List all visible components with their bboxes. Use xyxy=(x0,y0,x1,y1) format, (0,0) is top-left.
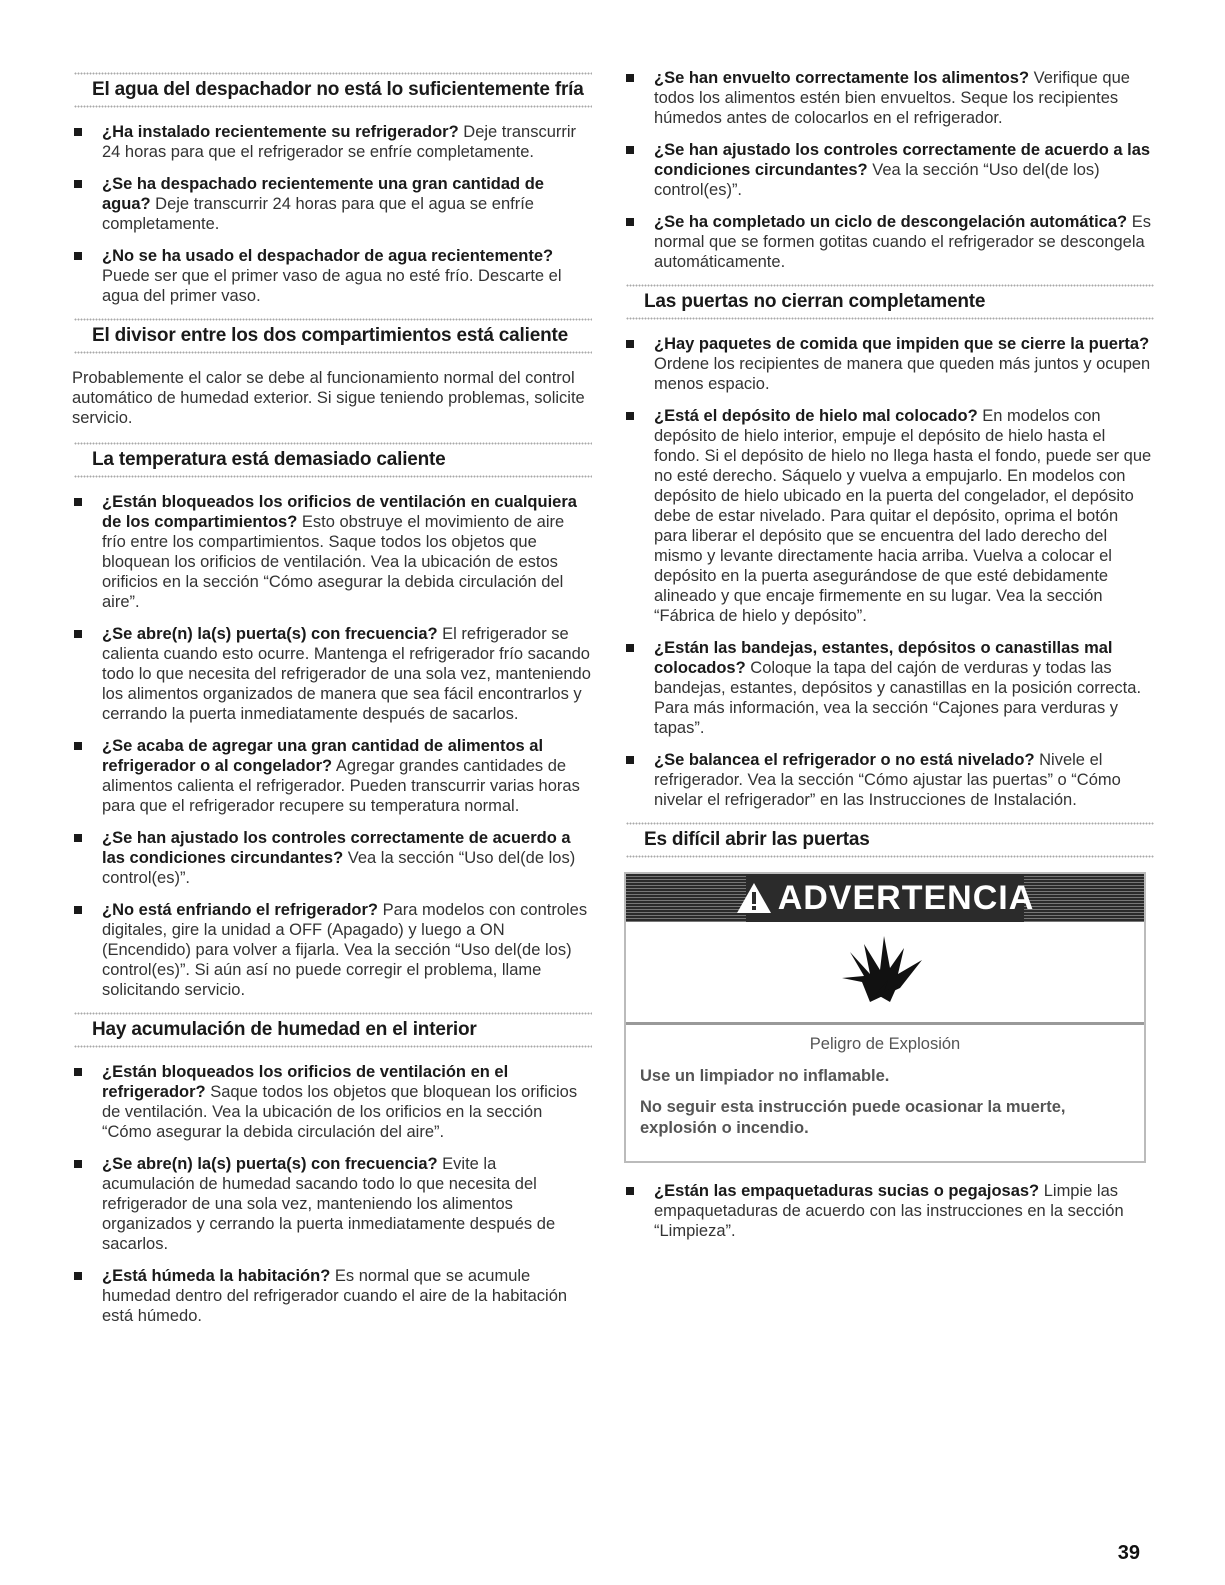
question: ¿Están bloqueados los orificios de ventilación en cualquiera de los compartimientos? xyxy=(102,493,577,531)
item-list xyxy=(72,492,592,1000)
divider xyxy=(74,318,592,321)
section-doors-hard-to-open xyxy=(624,822,1154,1241)
right-column xyxy=(624,68,1154,1253)
section-water-not-cold xyxy=(72,72,592,306)
banner-stripe xyxy=(626,874,746,922)
section-header xyxy=(72,72,592,108)
bullet-icon xyxy=(74,128,82,136)
question: ¿Se abre(n) la(s) puerta(s) con frecuencia? xyxy=(102,625,438,643)
question: ¿Se abre(n) la(s) puerta(s) con frecuencia? xyxy=(102,1155,438,1173)
section-divider-warm xyxy=(72,318,592,428)
bullet-icon xyxy=(74,906,82,914)
question: ¿Se ha despachado recientemente una gran cantidad de agua? xyxy=(102,175,544,213)
answer: Limpie las empaquetaduras de acuerdo con las instrucciones en la sección “Limpieza”. xyxy=(654,1182,1124,1240)
question: ¿Se han ajustado los controles correctamente de acuerdo a las condiciones circundantes? xyxy=(654,141,1151,179)
list-item xyxy=(624,334,1154,394)
section-title: Las puertas no cierran completamente xyxy=(644,291,986,312)
divider xyxy=(74,351,592,354)
warning-text xyxy=(626,1025,1144,1161)
item-list xyxy=(72,1062,592,1326)
answer: Vea la sección “Uso del(de los) control(es)”. xyxy=(102,849,576,887)
divider xyxy=(74,105,592,108)
list-item xyxy=(72,492,592,612)
answer: En modelos con depósito de hielo interior, empuje el depósito de hielo hasta el fondo. Si el depósito de hielo no llega hasta el fondo, puede ser que no esté derecho. Sáquelo y vuelva a empujarlo. En modelos con depósito de hielo ubicado en la puerta del congelador, el depósito debe de estar nivelado. Para quitar el depósito, oprima el botón para liberar el depósito que se encuentra del lado derecho del mismo y levante directamente hacia arriba. Vuelva a colocar el depósito en la puerta asegurándose de que esté debidamente alineado y que encaje firmemente en su lugar. Vea la sección “Fábrica de hielo y depósito”. xyxy=(654,407,1152,625)
answer: Vea la sección “Uso del(de los) control(es)”. xyxy=(654,161,1100,199)
question: ¿Están las bandejas, estantes, depósitos o canastillas mal colocados? xyxy=(654,639,1113,677)
list-item xyxy=(72,624,592,724)
section-title: Hay acumulación de humedad en el interior xyxy=(92,1019,477,1040)
item-list xyxy=(624,334,1154,810)
list-item xyxy=(72,1062,592,1142)
explosion-icon xyxy=(840,932,930,1012)
bullet-icon xyxy=(74,1160,82,1168)
answer: Agregar grandes cantidades de alimentos calienta el refrigerador. Pueden transcurrir varias horas para que el refrigerador recupere su temperatura normal. xyxy=(102,757,580,815)
answer: Evite la acumulación de humedad sacando todo lo que necesita del refrigerador de una sola vez, manteniendo los alimentos organizados y cerrando la puerta inmediatamente después de sacarlos. xyxy=(102,1155,556,1253)
answer: Coloque la tapa del cajón de verduras y todas las bandejas, estantes, depósitos y canastillas en la posición correcta. Para más información, vea la sección “Cajones para verduras y tapas”. xyxy=(654,659,1142,737)
bullet-icon xyxy=(74,1272,82,1280)
section-header xyxy=(624,284,1154,320)
divider xyxy=(74,442,592,445)
bullet-icon xyxy=(626,340,634,348)
bullet-icon xyxy=(626,1187,634,1195)
question: ¿Ha instalado recientemente su refrigerador? xyxy=(102,123,459,141)
list-item xyxy=(72,736,592,816)
answer: Ordene los recipientes de manera que queden más juntos y ocupen menos espacio. xyxy=(654,355,1151,393)
bullet-icon xyxy=(74,498,82,506)
question: ¿Se han envuelto correctamente los alimentos? xyxy=(654,69,1030,87)
warning-banner xyxy=(626,874,1144,922)
list-item xyxy=(624,750,1154,810)
bullet-icon xyxy=(626,146,634,154)
answer: Puede ser que el primer vaso de agua no esté frío. Descarte el agua del primer vaso. xyxy=(102,267,562,305)
paragraph: Probablemente el calor se debe al funcionamiento normal del control automático de humedad exterior. Si sigue teniendo problemas, solicite servicio. xyxy=(72,369,585,427)
section-temperature-warm xyxy=(72,442,592,1000)
bullet-icon xyxy=(626,218,634,226)
question: ¿Hay paquetes de comida que impiden que se cierre la puerta? xyxy=(654,335,1150,353)
bullet-icon xyxy=(74,742,82,750)
list-item xyxy=(72,1266,592,1326)
bullet-icon xyxy=(626,644,634,652)
bullet-icon xyxy=(74,1068,82,1076)
divider xyxy=(626,855,1154,858)
section-header xyxy=(624,822,1154,858)
answer: Nivele el refrigerador. Vea la sección “Cómo ajustar las puertas” o “Cómo nivelar el refrigerador” en las Instrucciones de Instalación. xyxy=(654,751,1121,809)
list-item xyxy=(72,174,592,234)
warning-consequence: No seguir esta instrucción puede ocasionar la muerte, explosión o incendio. xyxy=(640,1098,1066,1137)
divider xyxy=(626,317,1154,320)
section-header xyxy=(72,1012,592,1048)
list-item xyxy=(72,900,592,1000)
bullet-icon xyxy=(626,412,634,420)
bullet-icon xyxy=(626,756,634,764)
question: ¿Se han ajustado los controles correctamente de acuerdo a las condiciones circundantes? xyxy=(102,829,571,867)
section-title: La temperatura está demasiado caliente xyxy=(92,449,446,470)
warning-label xyxy=(736,879,1035,918)
section-header xyxy=(72,318,592,354)
bullet-icon xyxy=(74,180,82,188)
question: ¿No se ha usado el despachador de agua recientemente? xyxy=(102,247,554,265)
divider xyxy=(74,72,592,75)
list-item xyxy=(624,638,1154,738)
page-number: 39 xyxy=(1117,1542,1140,1564)
warning-instruction: Use un limpiador no inflamable. xyxy=(640,1067,890,1085)
answer: Es normal que se formen gotitas cuando el refrigerador se descongela automáticamente. xyxy=(654,213,1151,271)
warning-box xyxy=(624,872,1146,1163)
item-list xyxy=(624,68,1154,272)
section-title: El divisor entre los dos compartimientos está caliente xyxy=(92,325,568,346)
answer: El refrigerador se calienta cuando esto ocurre. Mantenga el refrigerador frío sacando todo lo que necesita del refrigerador de una sola vez, manteniendo los alimentos organizados de manera que sea fácil encontrarlos y cerrando la puerta inmediatamente después de sacarlos. xyxy=(102,625,591,723)
alert-triangle-icon xyxy=(736,882,772,914)
item-list xyxy=(624,1181,1154,1241)
list-item xyxy=(624,140,1154,200)
list-item xyxy=(72,122,592,162)
section-header xyxy=(72,442,592,478)
hazard-symbol xyxy=(626,922,1144,1025)
section-title: Es difícil abrir las puertas xyxy=(644,829,870,850)
answer: Es normal que se acumule humedad dentro del refrigerador cuando el aire de la habitación está húmedo. xyxy=(102,1267,568,1325)
list-item xyxy=(624,68,1154,128)
list-item xyxy=(624,1181,1154,1241)
section-moisture xyxy=(72,1012,592,1326)
divider xyxy=(74,1012,592,1015)
section-title: El agua del despachador no está lo suficientemente fría xyxy=(92,79,584,100)
answer: Saque todos los objetos que bloquean los orificios de ventilación. Vea la ubicación de los orificios en la sección “Cómo asegurar la debida circulación del aire”. xyxy=(102,1083,578,1141)
answer: Para modelos con controles digitales, gire la unidad a OFF (Apagado) y luego a ON (Encendido) para volver a fijarla. Vea la sección “Uso del(de los) control(es)”. Si aún así no puede corregir el problema, llame solicitando servicio. xyxy=(102,901,588,999)
question: ¿No está enfriando el refrigerador? xyxy=(102,901,378,919)
section-doors-not-closing xyxy=(624,284,1154,810)
list-item xyxy=(72,1154,592,1254)
answer: Verifique que todos los alimentos estén bien envueltos. Seque los recipientes húmedos antes de colocarlos en el refrigerador. xyxy=(654,69,1130,127)
answer: Deje transcurrir 24 horas para que el agua se enfríe completamente. xyxy=(102,195,534,233)
divider xyxy=(74,475,592,478)
item-list xyxy=(72,122,592,306)
list-item xyxy=(72,828,592,888)
banner-stripe xyxy=(1024,874,1144,922)
divider xyxy=(626,822,1154,825)
divider xyxy=(74,1045,592,1048)
left-column xyxy=(72,68,592,1338)
list-item xyxy=(624,406,1154,626)
question: ¿Se balancea el refrigerador o no está nivelado? xyxy=(654,751,1035,769)
list-item xyxy=(624,212,1154,272)
list-item xyxy=(72,246,592,306)
question: ¿Se acaba de agregar una gran cantidad de alimentos al refrigerador o al congelador? xyxy=(102,737,544,775)
bullet-icon xyxy=(74,834,82,842)
question: ¿Están las empaquetaduras sucias o pegajosas? xyxy=(654,1182,1040,1200)
warning-title: ADVERTENCIA xyxy=(777,878,1035,917)
bullet-icon xyxy=(74,630,82,638)
hazard-name: Peligro de Explosión xyxy=(809,1035,961,1053)
bullet-icon xyxy=(74,252,82,260)
question: ¿Están bloqueados los orificios de ventilación en el refrigerador? xyxy=(102,1063,509,1101)
question: ¿Está el depósito de hielo mal colocado? xyxy=(654,407,978,425)
question: ¿Se ha completado un ciclo de descongelación automática? xyxy=(654,213,1128,231)
question: ¿Está húmeda la habitación? xyxy=(102,1267,331,1285)
answer: Esto obstruye el movimiento de aire frío entre los compartimientos. Saque todos los objetos que bloquean los orificios de ventilación. Vea la ubicación de estos orificios en la sección “Cómo asegurar la debida circulación del aire”. xyxy=(102,513,565,611)
answer: Deje transcurrir 24 horas para que el refrigerador se enfríe completamente. xyxy=(102,123,577,161)
bullet-icon xyxy=(626,74,634,82)
divider xyxy=(626,284,1154,287)
